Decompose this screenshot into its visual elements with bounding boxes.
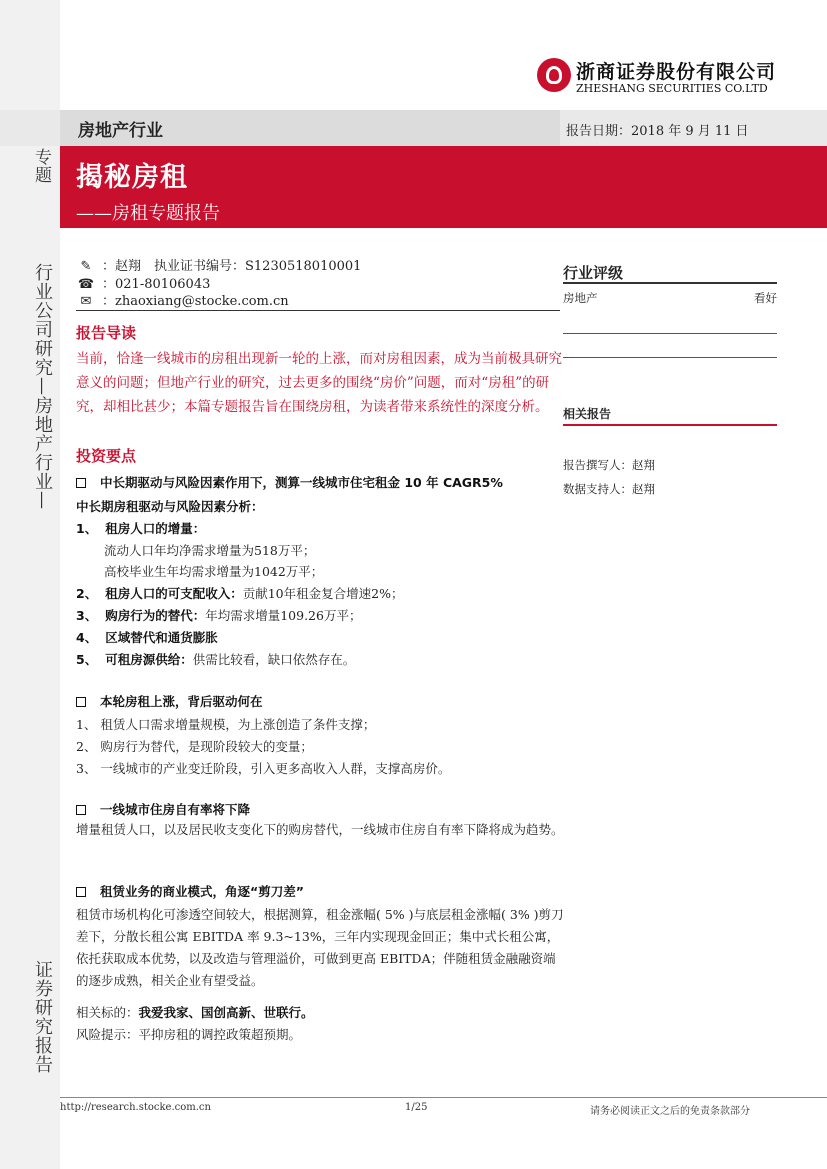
bullet-4-text: 租赁市场机构化可渗透空间较大，根据测算，租金涨幅( 5% )与底层租金涨幅( 3% )剪刀差下，分散长租公寓 EBITDA 率 9.3~13%，三年内实现现金回正；集中式长租公寓，依托获取成本优势，以及改造与管理溢价，可做到更高 EBITDA；伴随租赁金融融资端的逐步成熟，相关企业有望受益。 xyxy=(76,907,564,988)
report-title: 揭秘房租 xyxy=(76,162,188,193)
bullet-2-title: 本轮房租上涨，背后驱动何在 xyxy=(76,692,263,710)
footer-rule xyxy=(60,1097,827,1098)
checkbox-square-icon xyxy=(76,478,86,488)
phone-icon: ☎ xyxy=(77,277,95,292)
bullet-3-title: 一线城市住房自有率将下降 xyxy=(76,800,250,818)
company-logo-icon xyxy=(537,58,571,92)
footer-url[interactable]: http://research.stocke.com.cn xyxy=(60,1102,211,1113)
side-doc-type: 证券研究报告 xyxy=(32,960,53,1074)
page-number: 1/25 xyxy=(405,1102,428,1113)
rating-row xyxy=(563,290,777,306)
divider xyxy=(76,310,560,311)
side-category: 行业公司研究—房地产行业— xyxy=(32,263,53,510)
list-item: 5、 可租房源供给：供需比较看，缺口依然存在。 xyxy=(76,652,356,667)
rating-rule xyxy=(563,333,777,334)
related-rule xyxy=(563,424,777,426)
list-item: 2、 租房人口的可支配收入：贡献10年租金复合增速2%； xyxy=(76,586,404,601)
report-writer: 报告撰写人：赵翔 xyxy=(563,458,655,472)
checkbox-square-icon xyxy=(76,805,86,815)
bullet-3-text: 增量租赁人口，以及居民收支变化下的购房替代，一线城市住房自有率下降将成为趋势。 xyxy=(76,822,564,837)
bullet-1-lead: 中长期房租驱动与风险因素分析： xyxy=(76,499,264,514)
list-item: 1、 租房人口的增量： xyxy=(76,521,206,536)
mail-icon: ✉ xyxy=(80,294,92,309)
bullet-4-title: 租赁业务的商业模式，角逐“剪刀差” xyxy=(76,882,304,900)
footer-disclaimer: 请务必阅读正文之后的免责条款部分 xyxy=(590,1106,750,1117)
data-support: 数据支持人：赵翔 xyxy=(563,482,655,496)
list-item: 3、 购房行为的替代：年均需求增量109.26万平； xyxy=(76,608,362,623)
list-subitem: 流动人口年均净需求增量为518万平； xyxy=(104,543,316,558)
author-phone-row: ☎ ：021-80106043 xyxy=(77,277,211,292)
rating-value: 看好 xyxy=(754,291,777,305)
report-date: 报告日期：2018 年 9 月 11 日 xyxy=(566,124,749,139)
author-name-row: ✎ ：赵翔 执业证书编号：S1230518010001 xyxy=(76,255,361,274)
report-subtitle: ——房租专题报告 xyxy=(76,203,220,224)
list-item: 1、 租赁人口需求增量规模，为上涨创造了条件支撑； xyxy=(76,717,376,732)
industry-label: 房地产行业 xyxy=(78,121,163,141)
intro-paragraph: 当前，恰逢一线城市的房租出现新一轮的上涨，而对房租因素，成为当前极具研究意义的问题；但地产行业的研究，过去更多的围绕“房价”问题，而对“房租”的研究，却相比甚少；本篇专题报告旨在围绕房租，为读者带来系统性的深度分析。 xyxy=(76,351,562,415)
rating-sector: 房地产 xyxy=(563,291,598,305)
related-targets: 相关标的：我爱我家、国创高新、世联行。 xyxy=(76,1005,314,1020)
bullet-1-title: 中长期驱动与风险因素作用下，测算一线城市住宅租金 10 年 CAGR5% xyxy=(76,473,503,491)
list-subitem: 高校毕业生年均需求增量为1042万平； xyxy=(104,564,324,579)
checkbox-square-icon xyxy=(76,887,86,897)
intro-heading: 报告导读 xyxy=(76,324,137,342)
company-name-cn: 浙商证券股份有限公司 xyxy=(576,61,777,83)
author-email-row: ✉ ：zhaoxiang@stocke.com.cn xyxy=(76,290,289,309)
risk-warning: 风险提示：平抑房租的调控政策超预期。 xyxy=(76,1027,302,1042)
rating-rule xyxy=(563,357,777,358)
rating-heading: 行业评级 xyxy=(563,264,624,282)
rating-rule xyxy=(563,282,777,284)
related-heading: 相关报告 xyxy=(563,407,612,421)
company-name-en: ZHESHANG SECURITIES CO.LTD xyxy=(576,82,768,95)
checkbox-square-icon xyxy=(76,697,86,707)
list-item: 2、 购房行为替代，是现阶段较大的变量； xyxy=(76,739,313,754)
side-tag: 专题 xyxy=(31,148,51,184)
invest-heading: 投资要点 xyxy=(76,447,137,465)
list-item: 4、 区域替代和通货膨胀 xyxy=(76,630,218,645)
list-item: 3、 一线城市的产业变迁阶段，引入更多高收入人群，支撑高房价。 xyxy=(76,761,451,776)
pen-icon: ✎ xyxy=(80,259,92,274)
